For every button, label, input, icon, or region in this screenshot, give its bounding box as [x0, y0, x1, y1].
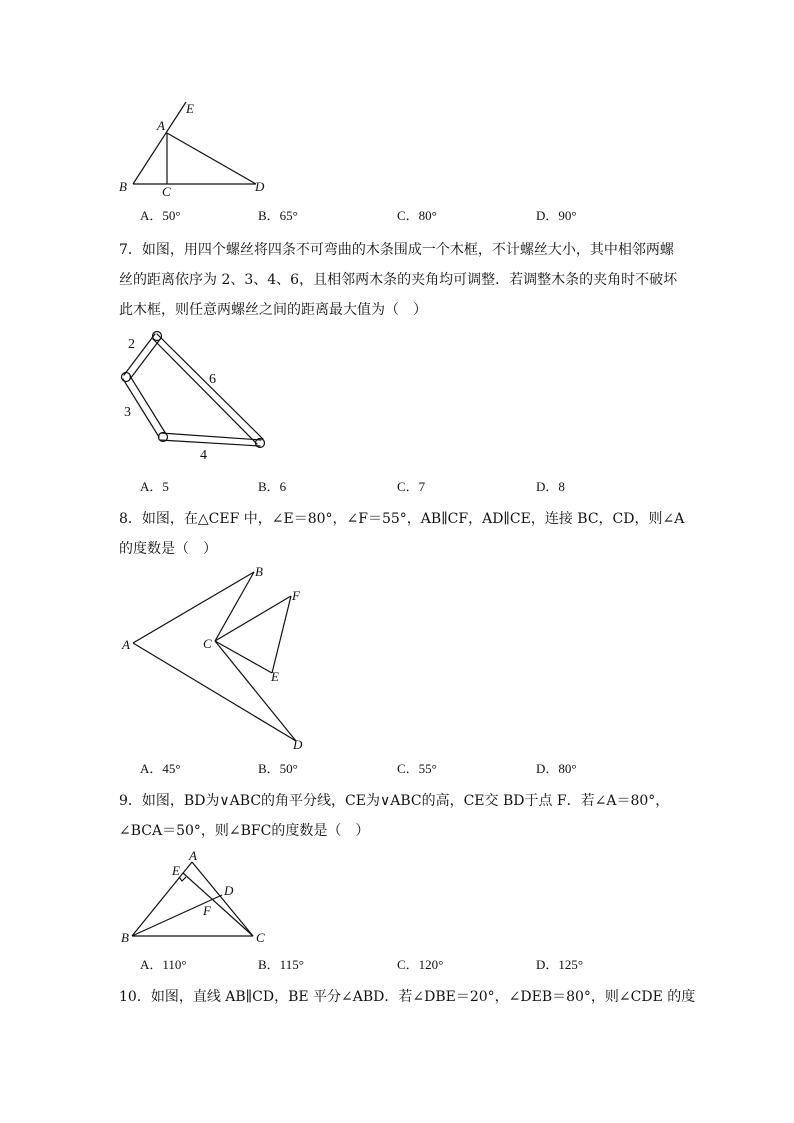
q7-text-line3: 此木框，则任意两螺丝之间的距离最大值为（ ） [119, 302, 427, 318]
q6-option-b[interactable]: B．65° [258, 208, 298, 223]
q7-label-2: 2 [128, 337, 135, 352]
q7-option-d[interactable]: D．8 [536, 479, 565, 494]
q9-label-C: C [256, 930, 265, 945]
q8-option-a[interactable]: A．45° [140, 761, 181, 776]
q6-label-C: C [162, 184, 171, 199]
q9-text-line2: ∠BCA＝50°，则∠BFC的度数是（ ） [119, 823, 370, 839]
q9-label-A: A [189, 848, 197, 863]
q6-label-A: A [157, 118, 165, 133]
q6-option-a[interactable]: A．50° [140, 208, 181, 223]
q7-label-6: 6 [209, 372, 216, 387]
q8-label-B: B [255, 564, 263, 579]
q9-label-B: B [121, 930, 129, 945]
q9-label-F: F [203, 903, 211, 918]
q9-text-line1: 9．如图，BD为∨ABC的角平分线，CE为∨ABC的高，CE交 BD于点 F．若∠A＝80°， [119, 793, 670, 809]
q6-label-D: D [255, 179, 265, 194]
q9-option-c[interactable]: C．120° [397, 957, 444, 972]
q7-option-b[interactable]: B．6 [258, 479, 287, 494]
q9-option-b[interactable]: B．115° [258, 957, 304, 972]
q9-option-d[interactable]: D．125° [536, 957, 584, 972]
q8-option-d[interactable]: D．80° [536, 761, 577, 776]
q9-label-E: E [172, 863, 180, 878]
q8-label-E: E [271, 669, 279, 684]
q6-label-B: B [119, 179, 127, 194]
q8-label-F: F [292, 588, 300, 603]
q8-text-line1: 8．如图，在△CEF 中，∠E＝80°，∠F＝55°，AB∥CF，AD∥CE，连接 BC，CD，则∠A [119, 511, 685, 527]
q6-option-c[interactable]: C．80° [397, 208, 437, 223]
q8-label-A: A [122, 637, 130, 652]
q7-text-line2: 丝的距离依序为 2、3、4、6，且相邻两木条的夹角均可调整．若调整木条的夹角时不破坏 [119, 272, 678, 288]
q10-text-line1: 10．如图，直线 AB∥CD，BE 平分∠ABD．若∠DBE＝20°，∠DEB＝80°，则∠CDE 的度 [119, 989, 696, 1005]
q6-option-d[interactable]: D．90° [536, 208, 577, 223]
q7-text-line1: 7．如图，用四个螺丝将四条不可弯曲的木条围成一个木框，不计螺丝大小，其中相邻两螺 [119, 242, 674, 258]
q9-option-a[interactable]: A．110° [140, 957, 187, 972]
q7-option-a[interactable]: A．5 [140, 479, 169, 494]
q7-label-3: 3 [124, 405, 131, 420]
q7-option-c[interactable]: C．7 [397, 479, 426, 494]
q8-text-line2: 的度数是（ ） [119, 541, 217, 557]
q7-label-4: 4 [200, 448, 207, 463]
q6-label-E: E [186, 101, 194, 116]
q9-label-D: D [224, 883, 234, 898]
q8-label-D: D [293, 737, 303, 752]
q8-label-C: C [203, 636, 212, 651]
q8-option-b[interactable]: B．50° [258, 761, 298, 776]
q8-option-c[interactable]: C．55° [397, 761, 437, 776]
